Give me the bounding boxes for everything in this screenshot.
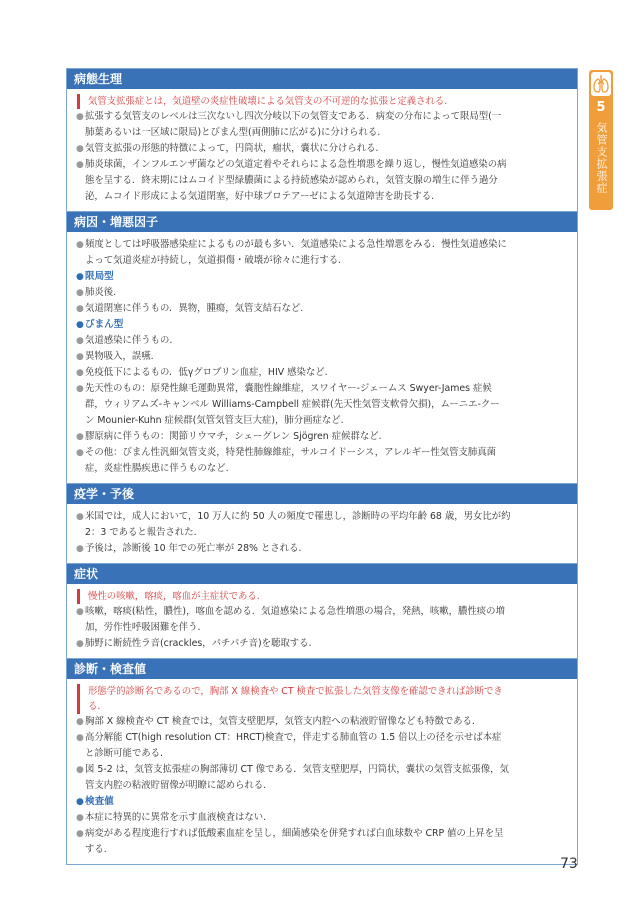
bullet-item	[76, 365, 569, 381]
page-number: 73	[560, 856, 578, 872]
line-text: 症，炎症性腸疾患に伴うものなど.	[85, 463, 229, 474]
bullet-item	[76, 714, 569, 730]
bullet-item	[76, 445, 569, 461]
line-text: 態を呈する．終末期にはムコイド型緑膿菌による持続感染が認められ，気管支腺の増生に伴う過分	[85, 175, 498, 186]
line-text: 加，労作性呼吸困難を伴う.	[85, 622, 201, 633]
bullet-item	[76, 762, 569, 778]
bullet-dot: ●	[76, 144, 84, 154]
chapter-side-tab	[589, 70, 613, 210]
continuation-line	[76, 778, 569, 794]
bullet-item	[76, 826, 569, 842]
key-point-text: 形態学的診断名であるので，胸部 X 線検査や CT 検査で拡張した気管支像を確認できれば診断でき	[88, 686, 503, 697]
key-point	[77, 94, 569, 109]
bullet-item	[76, 636, 569, 652]
key-point-text: る.	[88, 701, 101, 712]
section-body	[67, 504, 577, 563]
bullet-dot: ●	[76, 112, 84, 122]
line-text: 2：3 であると報告された.	[85, 527, 197, 538]
subheading	[76, 794, 569, 810]
bullet-dot: ●	[76, 448, 84, 458]
line-text: 泌，ムコイド形成による気道閉塞，好中球プロテアーゼによる気道障害を助長する.	[85, 191, 435, 202]
line-text: 病変がある程度進行すれば低酸素血症を呈し，細菌感染を併発すれば白血球数や CRP 値の上昇を呈	[85, 828, 504, 839]
bullet-item	[76, 157, 569, 173]
bullet-dot: ●	[76, 813, 84, 823]
line-text: 高分解能 CT(high resolution CT：HRCT)検査で，伴走する肺血管の 1.5 倍以上の径を示せば本症	[85, 732, 502, 743]
bullet-item	[76, 429, 569, 445]
subheading-text: 限局型	[85, 271, 114, 282]
line-text: よって気道炎症が持続し，気道損傷・破壊が徐々に進行する.	[85, 255, 342, 266]
bullet-dot: ●	[76, 368, 84, 378]
bullet-dot: ●	[76, 240, 84, 250]
chapter-number: 5	[596, 100, 606, 115]
section-heading: 病態生理	[67, 68, 577, 89]
line-text: 米国では，成人において，10 万人に約 50 人の頻度で罹患し，診断時の平均年齢 68 歳，男女比が約	[85, 511, 511, 522]
bullet-item	[76, 333, 569, 349]
line-text: 本症に特異的に異常を示す血液検査はない.	[85, 812, 267, 823]
chapter-title: 気管支拡張症	[595, 122, 608, 194]
bullet-dot: ●	[76, 352, 84, 362]
bullet-item	[76, 349, 569, 365]
section-heading: 症状	[67, 563, 577, 584]
bullet-dot: ●	[76, 733, 84, 743]
line-text: 肺炎球菌，インフルエンザ菌などの気道定着やそれらによる急性増悪を繰り返し，慢性気道感染の病	[85, 159, 507, 170]
continuation-line	[76, 746, 569, 762]
continuation-line	[76, 189, 569, 205]
bullet-dot: ●	[76, 717, 84, 727]
key-point	[77, 589, 569, 604]
line-text: ン Mounier-Kuhn 症候群(気管気管支巨大症)，肺分画症など.	[85, 415, 344, 426]
bullet-item	[76, 301, 569, 317]
bullet-item	[76, 810, 569, 826]
bullet-dot: ●	[76, 432, 84, 442]
bullet-dot: ●	[76, 512, 84, 522]
section-heading: 診断・検査値	[67, 658, 577, 679]
bullet-item	[76, 509, 569, 525]
bullet-dot: ●	[76, 797, 84, 807]
line-text: する.	[85, 844, 107, 855]
continuation-line	[76, 253, 569, 269]
line-text: と診断可能である.	[85, 748, 163, 759]
bullet-dot: ●	[76, 160, 84, 170]
line-text: 先天性のもの：原発性線毛運動異常，嚢胞性線維症，スワイヤー-ジェームス Swyer-James 症候	[85, 383, 492, 394]
line-text: 免疫低下によるもの．低γグロブリン血症，HIV 感染など.	[85, 367, 328, 378]
bullet-item	[76, 730, 569, 746]
line-text: 肺炎後.	[85, 287, 117, 298]
section-body	[67, 679, 577, 864]
continuation-line	[76, 842, 569, 858]
key-point	[77, 684, 569, 714]
bullet-dot: ●	[76, 639, 84, 649]
section-body	[67, 232, 577, 483]
line-text: 群，ウィリアムズ-キャンベル Williams-Campbell 症候群(先天性気管支軟骨欠損)，ムーニエ-クー	[85, 399, 500, 410]
section-body	[67, 584, 577, 658]
line-text: 肺葉あるいは一区域に限局)とびまん型(両側肺に広がる)に分けられる.	[85, 127, 381, 138]
line-text: 膠原病に伴うもの：関節リウマチ，シェーグレン Sjögren 症候群など.	[85, 431, 382, 442]
subheading-text: 検査値	[85, 796, 114, 807]
line-text: 咳嗽，喀痰(粘性，膿性)，喀血を認める．気道感染による急性増悪の場合，発熱，咳嗽，膿性痰の増	[85, 606, 505, 617]
bullet-item	[76, 604, 569, 620]
bullet-dot: ●	[76, 607, 84, 617]
bullet-item	[76, 109, 569, 125]
bullet-dot: ●	[76, 765, 84, 775]
line-text: 頻度としては呼吸器感染症によるものが最も多い．気道感染による急性増悪をみる．慢性気道感染に	[85, 239, 507, 250]
subheading-text: びまん型	[85, 319, 124, 330]
bullet-dot: ●	[76, 544, 84, 554]
continuation-line	[76, 413, 569, 429]
line-text: 気道閉塞に伴うもの．異物，腫瘍，気管支結石など.	[85, 303, 304, 314]
bullet-dot: ●	[76, 336, 84, 346]
bullet-dot: ●	[76, 320, 84, 330]
bullet-item	[76, 381, 569, 397]
bullet-item	[76, 237, 569, 253]
bullet-item	[76, 285, 569, 301]
subheading	[76, 317, 569, 333]
bullet-dot: ●	[76, 384, 84, 394]
line-text: 管支内腔の粘液貯留像が明瞭に認められる.	[85, 780, 267, 791]
bullet-dot: ●	[76, 288, 84, 298]
bullet-item	[76, 541, 569, 557]
continuation-line	[76, 125, 569, 141]
main-content	[66, 68, 578, 865]
key-point-text: 気管支拡張症とは，気道壁の炎症性破壊による気管支の不可逆的な拡張と定義される.	[88, 96, 448, 107]
line-text: その他：びまん性汎細気管支炎，特発性肺線維症，サルコイドーシス，アレルギー性気管支肺真菌	[85, 447, 496, 458]
bullet-dot: ●	[76, 272, 84, 282]
line-text: 予後は，診断後 10 年での死亡率が 28% とされる.	[85, 543, 302, 554]
line-text: 気道感染に伴うもの.	[85, 335, 173, 346]
line-text: 拡張する気管支のレベルは三次ないし四次分岐以下の気管支である．病変の分布によって限局型(一	[85, 111, 502, 122]
lungs-icon	[591, 72, 611, 96]
bullet-item	[76, 141, 569, 157]
key-point-text: 慢性の咳嗽，喀痰，喀血が主症状である.	[88, 591, 260, 602]
continuation-line	[76, 461, 569, 477]
section-heading: 病因・増悪因子	[67, 211, 577, 232]
line-text: 気管支拡張の形態的特徴によって，円筒状，瘤状，嚢状に分けられる.	[85, 143, 379, 154]
line-text: 肺野に断続性ラ音(crackles，パチパチ音)を聴取する.	[85, 638, 312, 649]
continuation-line	[76, 173, 569, 189]
section-body	[67, 89, 577, 211]
subheading	[76, 269, 569, 285]
continuation-line	[76, 525, 569, 541]
line-text: 図 5-2 は，気管支拡張症の胸部薄切 CT 像である．気管支壁肥厚，円筒状，嚢状の気管支拡張像，気	[85, 764, 509, 775]
line-text: 異物吸入，誤嚥.	[85, 351, 154, 362]
line-text: 胸部 X 線検査や CT 検査では，気管支壁肥厚，気管支内腔への粘液貯留像なども特徴である.	[85, 716, 475, 727]
bullet-dot: ●	[76, 304, 84, 314]
bullet-dot: ●	[76, 829, 84, 839]
continuation-line	[76, 620, 569, 636]
continuation-line	[76, 397, 569, 413]
section-heading: 疫学・予後	[67, 483, 577, 504]
